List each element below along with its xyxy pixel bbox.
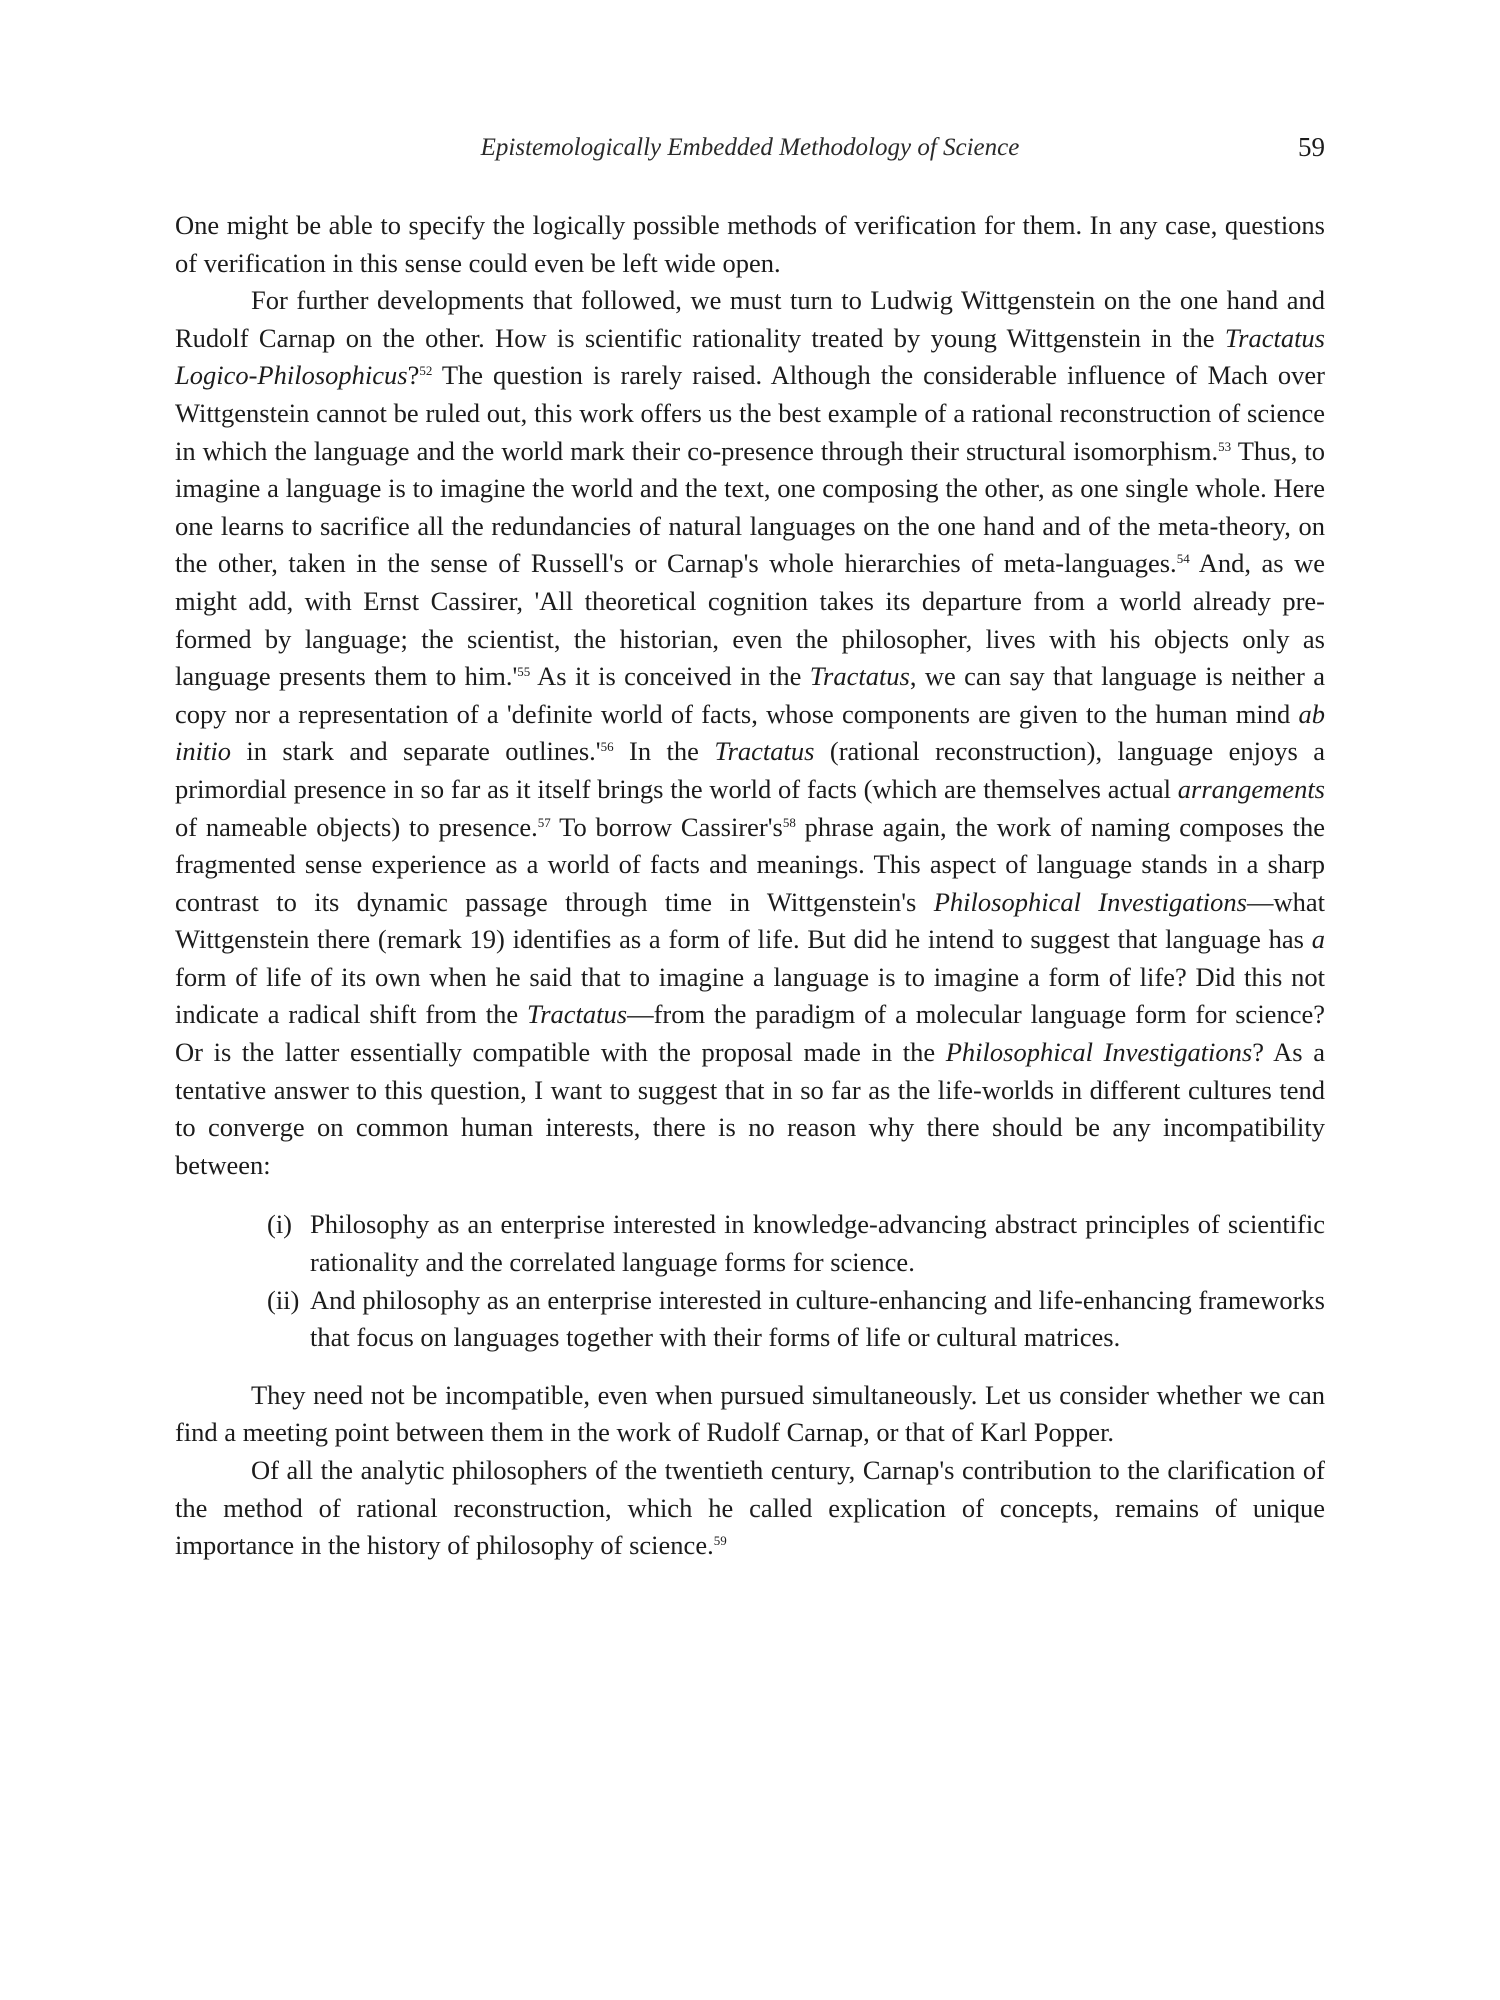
list-item-text: And philosophy as an enterprise interested in culture-enhancing and life-enhancing frameworks that focus on languages together with their forms of life or cultural matrices. <box>310 1284 1325 1353</box>
footnote-ref: 59 <box>713 1533 727 1549</box>
page-header <box>175 130 1325 170</box>
enumerated-list <box>175 1206 1325 1356</box>
paragraph-3: They need not be incompatible, even when pursued simultaneously. Let us consider whether we can find a meeting point between them in the work of Rudolf Carnap, or that of Karl Popper. <box>175 1379 1325 1448</box>
text-run: To borrow Cassirer's <box>550 811 783 842</box>
book-title: Tractatus Logico-Philosophicus <box>175 322 1325 391</box>
footnote-ref: 52 <box>419 363 433 379</box>
body-text <box>175 207 1325 1565</box>
list-item <box>175 1206 1325 1281</box>
footnote-ref: 53 <box>1218 438 1232 454</box>
text-run: form of life of its own when he said that to imagine a language is to imagine a form of life? Did this not indicate a radical shift from the <box>175 961 1325 1030</box>
footnote-ref: 57 <box>537 814 551 830</box>
list-item <box>175 1282 1325 1357</box>
list-item-text: Philosophy as an enterprise interested in knowledge-advancing abstract principles of scientific rationality and the correlated language forms for science. <box>310 1209 1325 1278</box>
paragraph-4 <box>175 1452 1325 1565</box>
emphasis: a <box>1311 924 1325 955</box>
text-run: As it is conceived in the <box>530 661 810 692</box>
footnote-ref: 54 <box>1176 551 1190 567</box>
emphasis: arrangements <box>1177 773 1325 804</box>
list-label: (ii) <box>267 1284 300 1315</box>
running-title: Epistemologically Embedded Methodology of Science <box>480 134 1020 161</box>
text-run: phrase again, the work of naming composes the fragmented sense experience as a world of facts and meanings. This aspect of language stands in a sharp contrast to its dynamic passage through time in Wittgenstein's <box>175 811 1325 917</box>
book-title: Tractatus <box>526 999 628 1030</box>
text-run: in stark and separate outlines.' <box>230 736 601 767</box>
text-run: of nameable objects) to presence. <box>175 811 538 842</box>
text-run: , we can say that language is neither a copy nor a representation of a 'definite world of facts, whose components are given to the human mind <box>175 661 1325 729</box>
text-run: ? As a tentative answer to this question, I want to suggest that in so far as the life-worlds in different cultures tend to converge on common human interests, there is no reason why there should be any incompatibility between: <box>175 1037 1326 1180</box>
page-number: 59 <box>1298 132 1325 162</box>
text-run: Thus, to imagine a language is to imagine the world and the text, one composing the other, as one single whole. Here one learns to sacrifice all the redundancies of natural languages on the one hand and of the meta-theory, on the other, taken in the sense of Russell's or Carnap's whole hierarchies of meta-languages. <box>175 435 1325 579</box>
text-run: —from the paradigm of a molecular language form for science? Or is the latter essentially compatible with the proposal made in the <box>175 999 1325 1068</box>
text-run: ? <box>407 360 420 391</box>
paragraph-1: One might be able to specify the logically possible methods of verification for them. In any case, questions of verification in this sense could even be left wide open. <box>175 210 1325 278</box>
text-run: (rational reconstruction), language enjoys a primordial presence in so far as it itself brings the world of facts (which are themselves actual <box>175 736 1325 804</box>
footnote-ref: 58 <box>782 814 796 830</box>
footnote-ref: 56 <box>600 739 614 755</box>
book-title: Philosophical Investigations <box>945 1037 1253 1068</box>
book-title: Tractatus <box>809 661 910 692</box>
footnote-ref: 55 <box>517 664 531 680</box>
list-label: (i) <box>267 1209 293 1240</box>
text-run: And, as we might add, with Ernst Cassirer, 'All theoretical cognition takes its departure from a world already pre-formed by language; the scientist, the historian, even the philosopher, lives with his objects only as language presents them to him.' <box>175 548 1325 692</box>
text-run: —what Wittgenstein there (remark 19) identifies as a form of life. But did he intend to suggest that language has <box>175 886 1325 955</box>
text-run: Of all the analytic philosophers of the twentieth century, Carnap's contribution to the clarification of the method of rational reconstruction, which he called explication of concepts, remains of unique importance in the history of philosophy of science. <box>175 1455 1325 1561</box>
book-title: Tractatus <box>714 736 815 767</box>
book-title: Philosophical Investigations <box>933 886 1247 917</box>
text-run: For further developments that followed, we must turn to Ludwig Wittgenstein on the one hand and Rudolf Carnap on the other. How is scientific rationality treated by young Wittgenstein in the <box>175 285 1325 353</box>
text-run: The question is rarely raised. Although the considerable influence of Mach over Wittgenstein cannot be ruled out, this work offers us the best example of a rational reconstruction of science in which the language and the world mark their co-presence through their structural isomorphism. <box>175 360 1325 466</box>
text-run: In the <box>613 736 715 767</box>
latin-phrase: ab initio <box>175 698 1325 767</box>
paragraph-2 <box>175 282 1325 1184</box>
